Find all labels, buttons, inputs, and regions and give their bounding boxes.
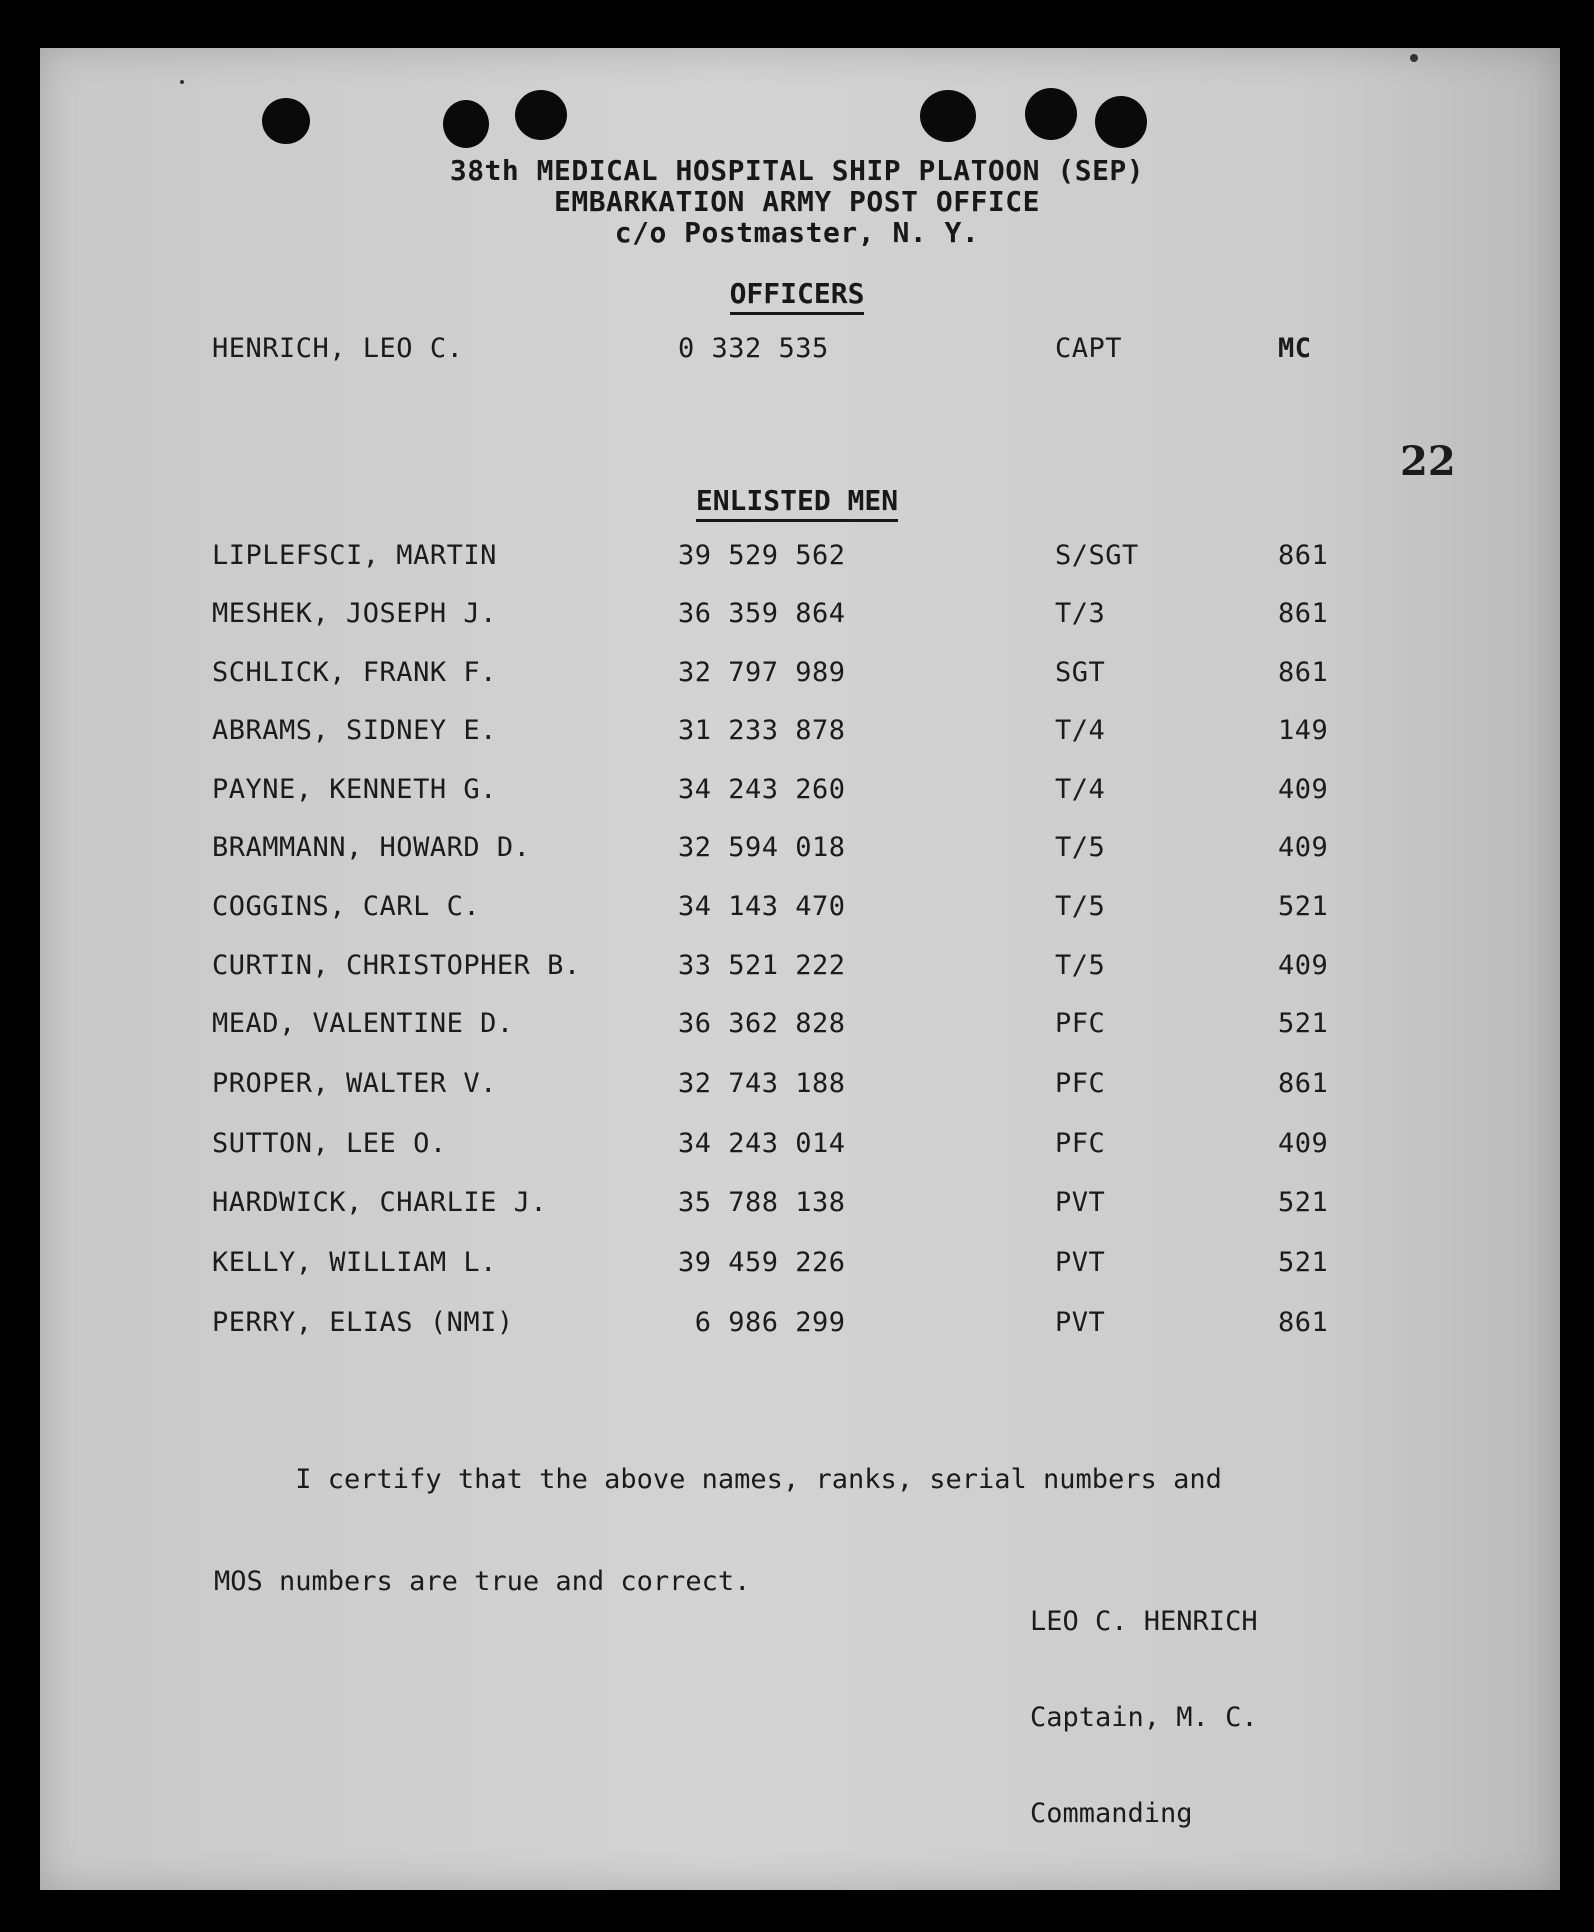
table-row (0, 951, 1594, 987)
table-row (0, 892, 1594, 928)
enlisted-serial: 34 243 014 (678, 1128, 846, 1159)
officer-row (0, 334, 1594, 370)
enlisted-name: LIPLEFSCI, MARTIN (212, 540, 497, 571)
table-row (0, 1308, 1594, 1344)
header-line-2: EMBARKATION ARMY POST OFFICE (553, 185, 1040, 218)
paper-speck (180, 80, 184, 84)
enlisted-rank: T/5 (1055, 832, 1106, 863)
enlisted-name: PROPER, WALTER V. (212, 1068, 497, 1099)
header-line-3: c/o Postmaster, N. Y. (614, 216, 980, 249)
table-row (0, 658, 1594, 694)
enlisted-name: SCHLICK, FRANK F. (212, 657, 497, 688)
table-row (0, 1069, 1594, 1105)
punch-hole (1025, 88, 1077, 140)
officer-name: HENRICH, LEO C. (212, 333, 464, 364)
enlisted-serial: 39 459 226 (678, 1247, 846, 1278)
signature-title: Captain, M. C. (1030, 1702, 1258, 1733)
enlisted-mos: 409 (1278, 774, 1329, 805)
enlisted-mos: 521 (1278, 1247, 1329, 1278)
enlisted-rank: PFC (1055, 1008, 1106, 1039)
enlisted-rank: PVT (1055, 1247, 1106, 1278)
certification-line-1: I certify that the above names, ranks, serial numbers and (214, 1464, 1222, 1495)
enlisted-rank: T/3 (1055, 598, 1106, 629)
enlisted-rank: T/5 (1055, 950, 1106, 981)
enlisted-serial: 36 362 828 (678, 1008, 846, 1039)
header-line-1: 38th MEDICAL HOSPITAL SHIP PLATOON (SEP) (449, 154, 1145, 187)
table-row (0, 1129, 1594, 1165)
enlisted-mos: 409 (1278, 1128, 1329, 1159)
punch-hole (1095, 96, 1147, 148)
punch-hole (262, 98, 310, 144)
page-number: 22 (1400, 438, 1456, 485)
enlisted-mos: 521 (1278, 1187, 1329, 1218)
table-row (0, 775, 1594, 811)
enlisted-name: MEAD, VALENTINE D. (212, 1008, 514, 1039)
table-row (0, 541, 1594, 577)
enlisted-name: BRAMMANN, HOWARD D. (212, 832, 531, 863)
officers-title (0, 277, 1594, 310)
enlisted-name: CURTIN, CHRISTOPHER B. (212, 950, 581, 981)
enlisted-serial: 32 743 188 (678, 1068, 846, 1099)
table-row (0, 1248, 1594, 1284)
enlisted-mos: 521 (1278, 1008, 1329, 1039)
enlisted-serial: 32 594 018 (678, 832, 846, 863)
paper-speck (1410, 54, 1418, 62)
enlisted-name: ABRAMS, SIDNEY E. (212, 715, 497, 746)
enlisted-serial: 34 243 260 (678, 774, 846, 805)
enlisted-serial: 32 797 989 (678, 657, 846, 688)
enlisted-mos: 861 (1278, 540, 1329, 571)
enlisted-rank: PVT (1055, 1307, 1106, 1338)
punch-hole (920, 90, 976, 142)
enlisted-serial: 34 143 470 (678, 891, 846, 922)
enlisted-name: HARDWICK, CHARLIE J. (212, 1187, 548, 1218)
enlisted-rank: T/5 (1055, 891, 1106, 922)
enlisted-name: MESHEK, JOSEPH J. (212, 598, 497, 629)
enlisted-serial: 6 986 299 (678, 1307, 846, 1338)
enlisted-rank: PFC (1055, 1068, 1106, 1099)
enlisted-name: COGGINS, CARL C. (212, 891, 481, 922)
enlisted-rank: SGT (1055, 657, 1106, 688)
punch-hole (515, 90, 567, 140)
enlisted-mos: 861 (1278, 1068, 1329, 1099)
enlisted-serial: 36 359 864 (678, 598, 846, 629)
enlisted-serial: 33 521 222 (678, 950, 846, 981)
enlisted-mos: 861 (1278, 1307, 1329, 1338)
enlisted-rank: PVT (1055, 1187, 1106, 1218)
officer-serial: 0 332 535 (678, 333, 829, 364)
enlisted-rank: T/4 (1055, 774, 1106, 805)
enlisted-name: KELLY, WILLIAM L. (212, 1247, 497, 1278)
signature-role: Commanding (1030, 1798, 1193, 1829)
punch-hole (443, 100, 489, 148)
enlisted-mos: 149 (1278, 715, 1329, 746)
enlisted-mos: 409 (1278, 832, 1329, 863)
table-row (0, 1188, 1594, 1224)
enlisted-rank: PFC (1055, 1128, 1106, 1159)
officer-mos: MC (1278, 333, 1312, 364)
enlisted-mos: 861 (1278, 657, 1329, 688)
enlisted-rank: S/SGT (1055, 540, 1139, 571)
enlisted-title (0, 484, 1594, 517)
table-row (0, 599, 1594, 635)
certification-line-2: MOS numbers are true and correct. (214, 1566, 751, 1597)
enlisted-title-text: ENLISTED MEN (696, 484, 898, 522)
officers-title-text: OFFICERS (730, 277, 865, 315)
signature-block (1030, 1542, 1258, 1862)
enlisted-mos: 409 (1278, 950, 1329, 981)
enlisted-serial: 39 529 562 (678, 540, 846, 571)
enlisted-name: SUTTON, LEE O. (212, 1128, 447, 1159)
enlisted-mos: 861 (1278, 598, 1329, 629)
table-row (0, 833, 1594, 869)
enlisted-rank: T/4 (1055, 715, 1106, 746)
enlisted-name: PAYNE, KENNETH G. (212, 774, 497, 805)
enlisted-mos: 521 (1278, 891, 1329, 922)
table-row (0, 716, 1594, 752)
table-row (0, 1009, 1594, 1045)
enlisted-serial: 31 233 878 (678, 715, 846, 746)
enlisted-name: PERRY, ELIAS (NMI) (212, 1307, 514, 1338)
enlisted-serial: 35 788 138 (678, 1187, 846, 1218)
officer-rank: CAPT (1055, 333, 1123, 364)
signature-name: LEO C. HENRICH (1030, 1606, 1258, 1637)
